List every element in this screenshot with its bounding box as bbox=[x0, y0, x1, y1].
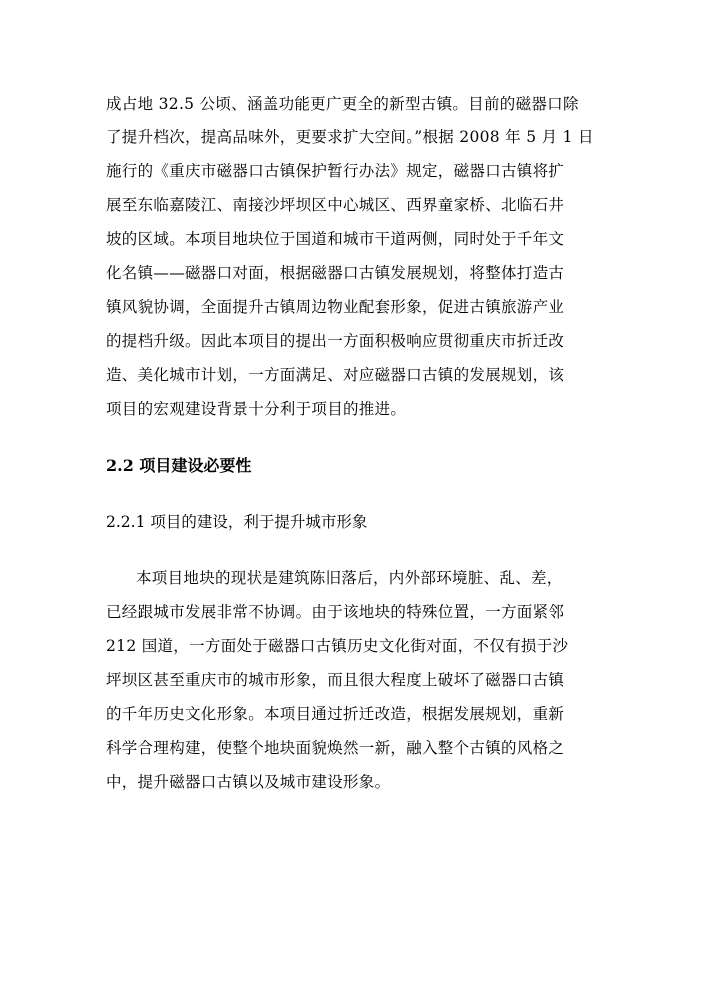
paragraph-line: 的千年历史文化形象。本项目通过折迁改造，根据发展规划，重新 bbox=[106, 705, 565, 723]
paragraph-line: 坡的区域。本项目地块位于国道和城市干道两侧，同时处于千年文 bbox=[106, 230, 565, 248]
paragraph-line: 的提档升级。因此本项目的提出一方面积极响应贯彻重庆市折迁改 bbox=[106, 332, 565, 350]
paragraph-line: 化名镇——磁器口对面，根据磁器口古镇发展规划，将整体打造古 bbox=[106, 264, 565, 282]
paragraph-line: 坪坝区甚至重庆市的城市形象，而且很大程度上破坏了磁器口古镇 bbox=[106, 671, 565, 689]
paragraph-line: 镇风貌协调，全面提升古镇周边物业配套形象，促进古镇旅游产业 bbox=[106, 298, 565, 316]
paragraph-line: 科学合理构建，使整个地块面貌焕然一新，融入整个古镇的风格之 bbox=[106, 739, 565, 757]
paragraph-line: 成占地 32.5 公顷、涵盖功能更广更全的新型古镇。目前的磁器口除 bbox=[106, 95, 579, 113]
subsection-heading: 2.2.1 项目的建设，利于提升城市形象 bbox=[106, 513, 368, 531]
paragraph-line: 了提升档次，提高品味外，更要求扩大空间。”根据 2008 年 5 月 1 日 bbox=[106, 128, 594, 146]
paragraph-line: 中，提升磁器口古镇以及城市建设形象。 bbox=[106, 773, 391, 791]
paragraph-line: 已经跟城市发展非常不协调。由于该地块的特殊位置，一方面紧邻 bbox=[106, 603, 565, 621]
paragraph-line: 212 国道，一方面处于磁器口古镇历史文化街对面，不仅有损于沙 bbox=[106, 637, 569, 655]
paragraph-line: 施行的《重庆市磁器口古镇保护暂行办法》规定，磁器口古镇将扩 bbox=[106, 162, 565, 180]
paragraph-line: 本项目地块的现状是建筑陈旧落后，内外部环境脏、乱、差， bbox=[136, 569, 563, 587]
paragraph-line: 造、美化城市计划，一方面满足、对应磁器口古镇的发展规划，该 bbox=[106, 366, 565, 384]
section-heading: 2.2 项目建设必要性 bbox=[106, 456, 252, 475]
paragraph-line: 项目的宏观建设背景十分利于项目的推进。 bbox=[106, 400, 407, 418]
paragraph-line: 展至东临嘉陵江、南接沙坪坝区中心城区、西界童家桥、北临石井 bbox=[106, 196, 565, 214]
